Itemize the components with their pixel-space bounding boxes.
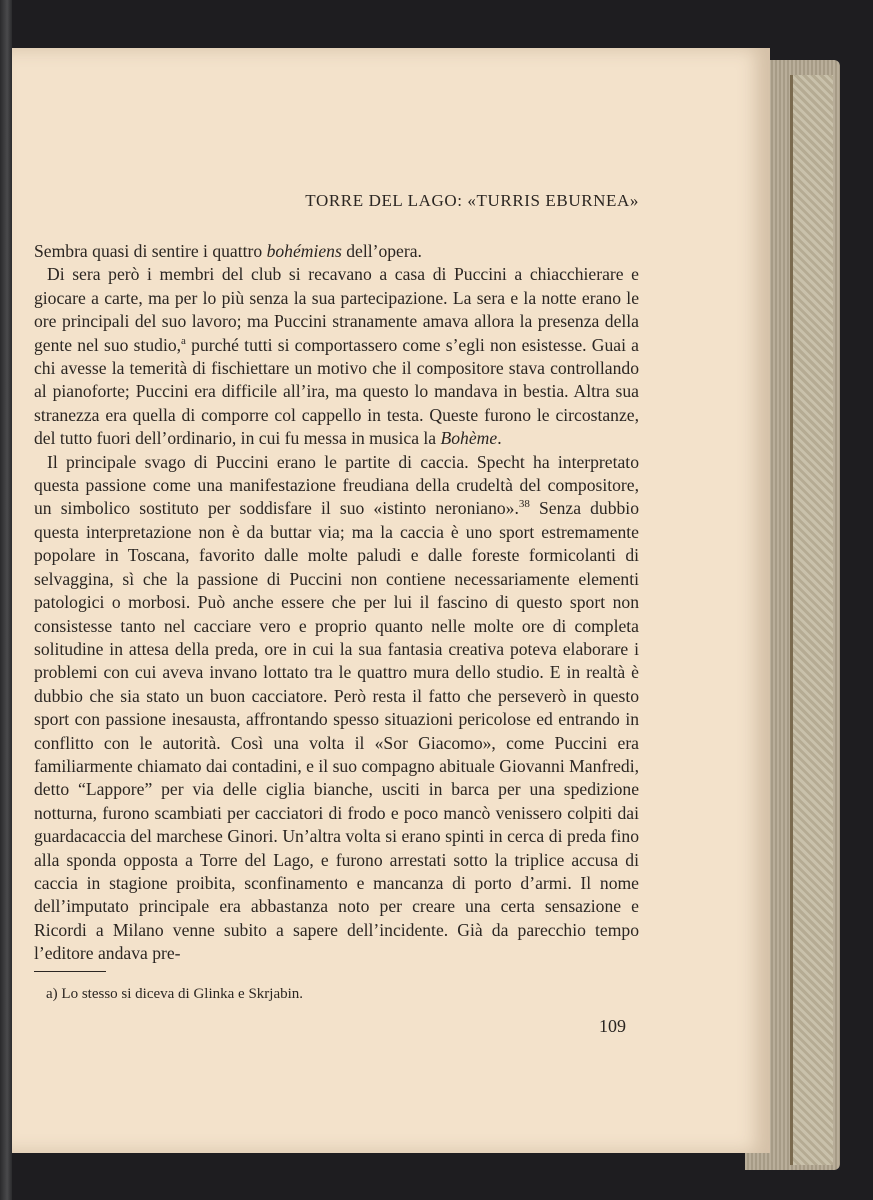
book-cover-edge — [790, 75, 833, 1165]
running-head: TORRE DEL LAGO: «TURRIS EBURNEA» — [305, 191, 639, 210]
paragraph — [34, 263, 639, 450]
paragraph — [34, 240, 639, 263]
body-text — [34, 240, 639, 966]
note-marker: a — [181, 334, 186, 347]
footnote-rule — [34, 971, 106, 972]
text-run: Di sera però i membri del club si recavano a casa di Puccini a chiacchierare e giocare a carte, ma per lo più senza la sua partecipazione. La sera e la notte erano le ore principali del suo lavoro; ma Puccini stranamente amava allora la presenza della gente nel suo studio, — [34, 264, 639, 355]
text-run: . — [497, 428, 502, 449]
italic-text: bohémiens — [266, 241, 342, 261]
text-run: dell’opera. — [341, 241, 422, 261]
page-number: 109 — [599, 1016, 626, 1036]
footnote: a) Lo stesso si diceva di Glinka e Skrjabin. — [46, 986, 304, 1002]
text-run: Senza dubbio questa interpretazione non è da buttar via; ma la caccia è uno sport estremamente popolare in Toscana, favorito dalle molte paludi e dalle foreste formicolanti di selvaggina, sì che la passione di Puccini non contiene necessariamente elementi patologici o morbosi. Può anche essere che per lui il fascino di questo sport non consistesse tanto nel cacciare vero e proprio quanto nelle molte ore di completa solitudine in attesa della preda, ore in cui la sua fantasia creativa poteva elaborare i problemi con cui aveva invano lottato tra le quattro mura dello studio. E in realtà è dubbio che sia stato un buon cacciatore. Però resta il fatto che perseverò in questo sport con passione inesausta, affrontando spesso situazioni pericolose ed entrando in conflitto con le autorità. Così una volta il «Sor Giacomo», come Puccini era familiarmente chiamato dai contadini, e il suo compagno abituale Giovanni Manfredi, detto “Lappore” per via delle ciglia bianche, usciti in barca per una spedizione notturna, furono scambiati per cacciatori di frodo e poco mancò venissero colpiti dai guardacaccia del marchese Ginori. Un’altra volta si erano spinti in cerca di preda fino alla sponda opposta a Torre del Lago, e furono arrestati sotto la triplice accusa di caccia in stagione proibita, sconfinamento e mancanza di porto d’armi. Il nome dell’imputato principale era abbastanza noto per creare una certa sensazione e Ricordi a Milano venne subito a sapere dell’incidente. Già da parecchio tempo l’editore andava pre- — [34, 498, 639, 964]
text-run: Sembra quasi di sentire i quattro — [34, 241, 267, 261]
note-marker: 38 — [518, 498, 530, 511]
text-run: purché tutti si comportassero come s’egli non esistesse. Guai a chi avesse la temerità di fischiettare un motivo che il compositore stava controllando al pianoforte; Puccini era difficile all’ira, ma questo lo mandava in bestia. Altra sua stranezza era quella di comporre col cappello in testa. Queste furono le circostanze, del tutto fuori dell’ordinario, in cui fu messa in musica la — [34, 334, 639, 449]
paragraph — [34, 451, 639, 966]
book-page — [12, 48, 770, 1153]
italic-text: Bohème — [440, 428, 498, 449]
text-run: Il principale svago di Puccini erano le partite di caccia. Specht ha interpretato questa passione come una manifestazione freudiana della crudeltà del compositore, un simbolico sostituto per soddisfare il suo «istinto neroniano». — [34, 451, 639, 519]
left-book-edge — [0, 0, 12, 1200]
